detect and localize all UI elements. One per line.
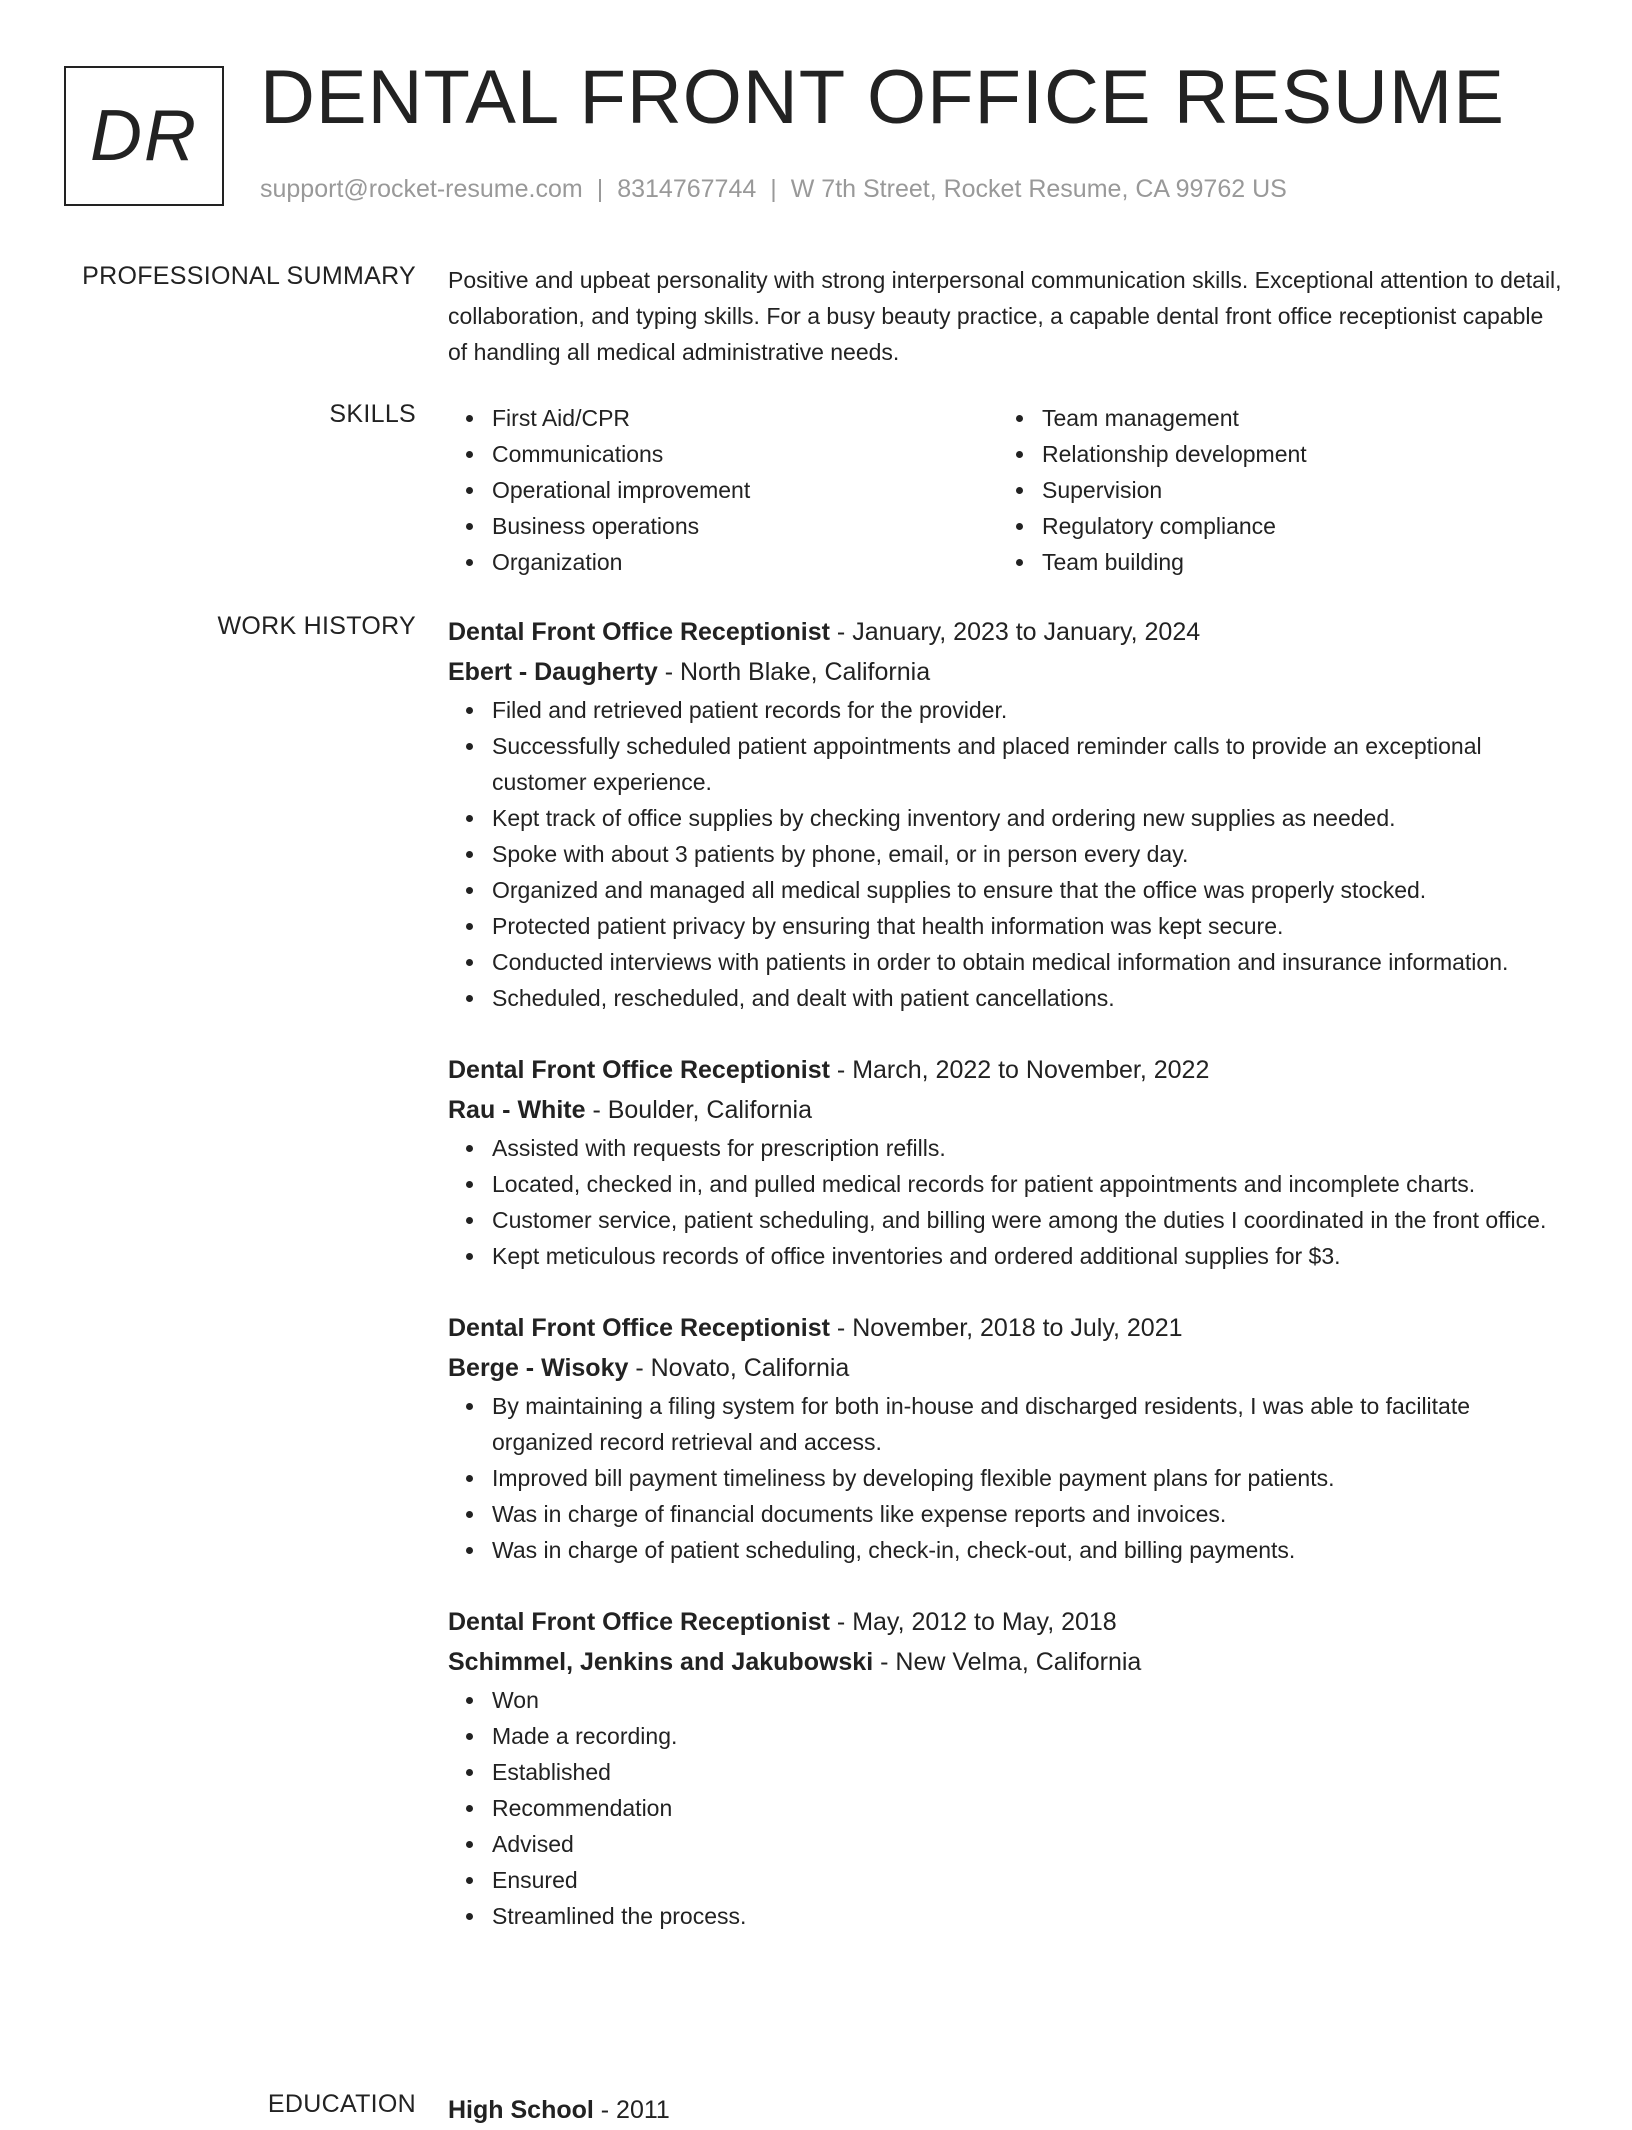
job-entry [448,1050,1568,1274]
job-bullets [448,692,1568,1016]
job-bullets [448,1130,1568,1274]
job-title: Dental Front Office Receptionist [448,1608,830,1636]
skill-item: Communications [492,436,998,472]
job-location: - Novato, California [628,1354,850,1382]
job-bullet: Assisted with requests for prescription refills. [492,1130,1568,1166]
job-bullet: Organized and managed all medical supplies to ensure that the office was properly stocked. [492,872,1568,908]
section-label-summary: PROFESSIONAL SUMMARY [82,262,416,290]
job-bullet: Made a recording. [492,1718,1568,1754]
contact-line [260,175,1287,204]
job-dates: - March, 2022 to November, 2022 [829,1056,1210,1084]
contact-separator: | [596,175,604,203]
monogram-logo: DR [64,66,224,206]
job-bullet: Was in charge of financial documents like expense reports and invoices. [492,1496,1568,1532]
job-bullet: Kept meticulous records of office inventories and ordered additional supplies for $3. [492,1238,1568,1274]
resume-title: DENTAL FRONT OFFICE RESUME [260,55,1505,140]
skill-item: Organization [492,544,998,580]
job-bullet: Kept track of office supplies by checking inventory and ordering new supplies as needed. [492,800,1568,836]
skills-list-left [448,400,998,580]
job-bullet: Established [492,1754,1568,1790]
job-entry [448,1308,1568,1568]
job-company-line [448,1090,1568,1130]
job-bullet: Won [492,1682,1568,1718]
job-company: Berge - Wisoky [448,1354,629,1382]
job-company-line [448,1348,1568,1388]
job-bullets [448,1388,1568,1568]
job-bullets [448,1682,1568,1934]
section-label-work-history: WORK HISTORY [217,612,416,640]
education-degree: High School [448,2096,594,2124]
job-title-line [448,1050,1568,1090]
job-bullet: Protected patient privacy by ensuring that health information was kept secure. [492,908,1568,944]
skill-item: Team building [1042,544,1548,580]
skills-list-right [998,400,1548,580]
job-bullet: Advised [492,1826,1568,1862]
contact-address: W 7th Street, Rocket Resume, CA 99762 US [790,175,1287,203]
skill-item: Regulatory compliance [1042,508,1548,544]
job-bullet: Improved bill payment timeliness by developing flexible payment plans for patients. [492,1460,1568,1496]
job-title-line [448,612,1568,652]
job-bullet: Ensured [492,1862,1568,1898]
job-bullet: By maintaining a filing system for both in-house and discharged residents, I was able to facilitate organized record retrieval and access. [492,1388,1568,1460]
job-bullet: Located, checked in, and pulled medical records for patient appointments and incomplete charts. [492,1166,1568,1202]
job-entry [448,612,1568,1016]
job-company-line [448,652,1568,692]
job-bullet: Was in charge of patient scheduling, check-in, check-out, and billing payments. [492,1532,1568,1568]
job-title: Dental Front Office Receptionist [448,618,830,646]
section-label-education: EDUCATION [267,2090,416,2118]
contact-separator: | [770,175,777,203]
job-company-line [448,1642,1568,1682]
job-dates: - November, 2018 to July, 2021 [829,1314,1183,1342]
education-line [448,2090,1568,2130]
skill-item: Relationship development [1042,436,1548,472]
skill-item: Business operations [492,508,998,544]
job-bullet: Scheduled, rescheduled, and dealt with patient cancellations. [492,980,1568,1016]
section-label-skills: SKILLS [329,400,416,428]
job-location: - New Velma, California [873,1648,1142,1676]
job-entry [448,1602,1568,1934]
job-bullet: Customer service, patient scheduling, and billing were among the duties I coordinated in the front office. [492,1202,1568,1238]
job-dates: - January, 2023 to January, 2024 [829,618,1201,646]
skill-item: Operational improvement [492,472,998,508]
job-title: Dental Front Office Receptionist [448,1314,830,1342]
job-title-line [448,1602,1568,1642]
job-bullet: Successfully scheduled patient appointments and placed reminder calls to provide an exceptional customer experience. [492,728,1568,800]
job-dates: - May, 2012 to May, 2018 [829,1608,1117,1636]
job-company: Ebert - Daugherty [448,658,658,686]
job-title: Dental Front Office Receptionist [448,1056,830,1084]
job-company: Rau - White [448,1096,586,1124]
job-bullet: Conducted interviews with patients in order to obtain medical information and insurance information. [492,944,1568,980]
education-year: - 2011 [593,2096,670,2124]
contact-email: support@rocket-resume.com [260,175,583,203]
job-location: - Boulder, California [585,1096,813,1124]
job-bullet: Streamlined the process. [492,1898,1568,1934]
job-bullet: Recommendation [492,1790,1568,1826]
skill-item: First Aid/CPR [492,400,998,436]
job-company: Schimmel, Jenkins and Jakubowski [448,1648,874,1676]
contact-phone: 8314767744 [617,175,757,203]
skill-item: Supervision [1042,472,1548,508]
job-bullet: Spoke with about 3 patients by phone, email, or in person every day. [492,836,1568,872]
job-bullet: Filed and retrieved patient records for the provider. [492,692,1568,728]
summary-text: Positive and upbeat personality with strong interpersonal communication skills. Exceptional attention to detail, collaboration, and typing skills. For a busy beauty practice, a capable dental front office receptionist capable of handling all medical administrative needs. [448,267,1562,365]
skill-item: Team management [1042,400,1548,436]
job-title-line [448,1308,1568,1348]
job-location: - North Blake, California [657,658,931,686]
